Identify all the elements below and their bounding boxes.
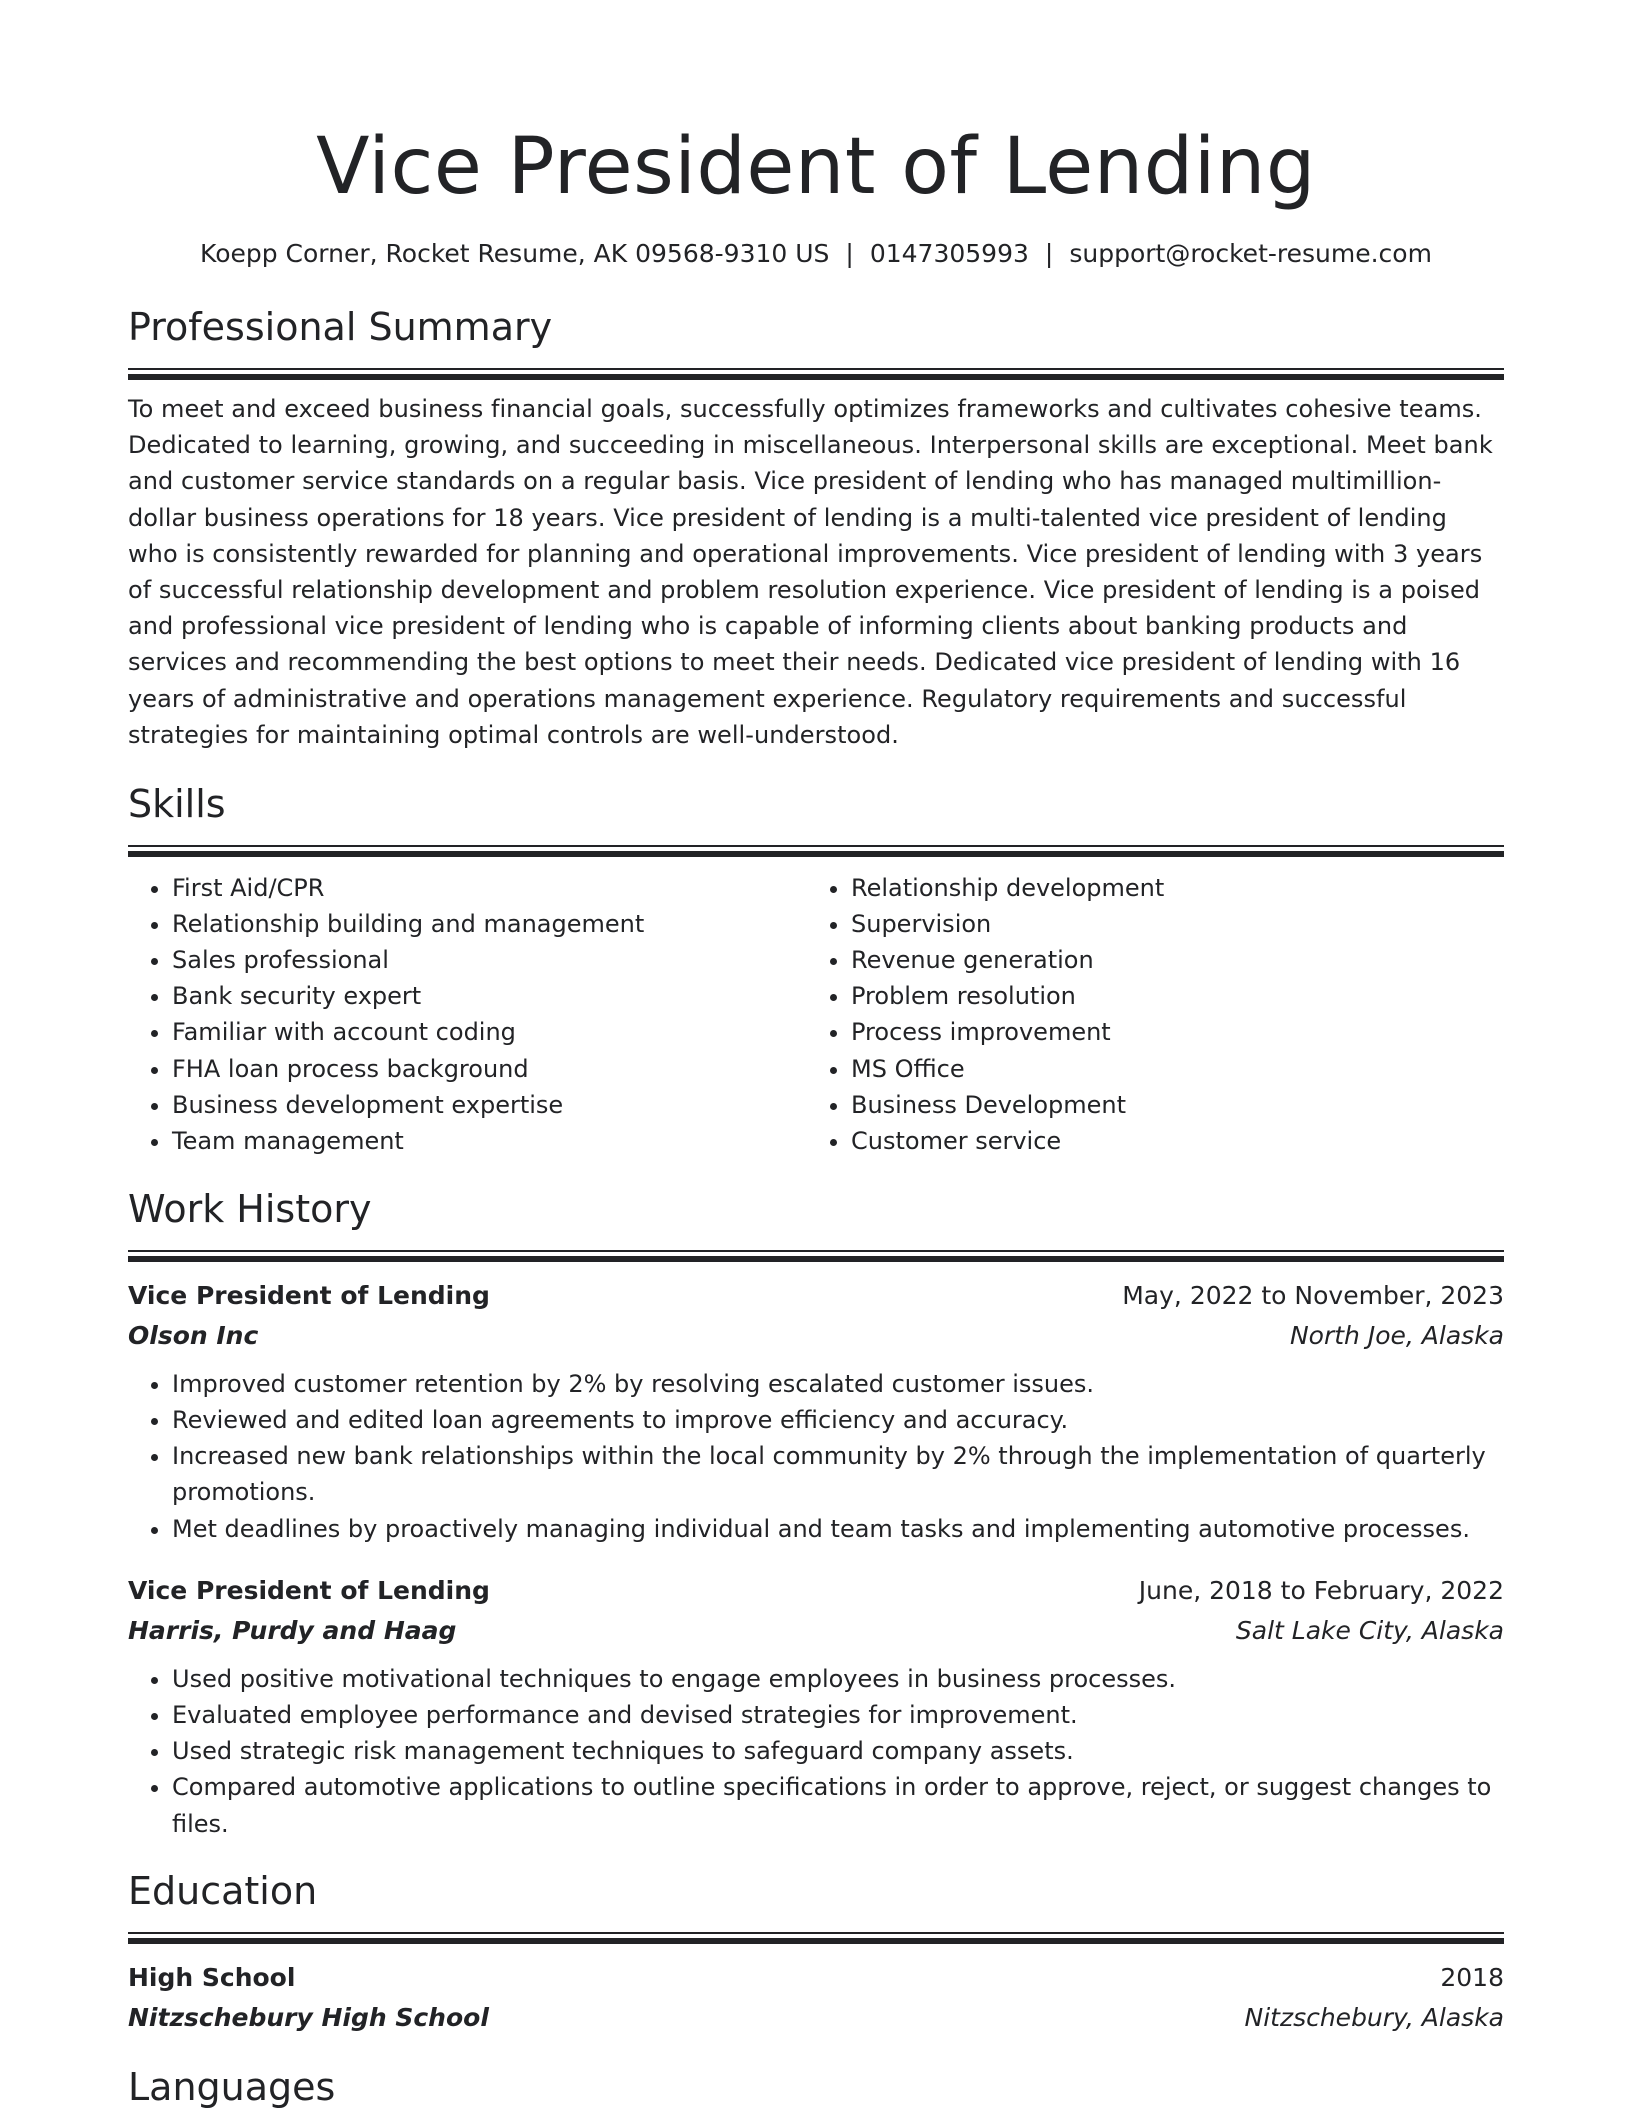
skill-item: • Bank security expert xyxy=(172,978,807,1014)
skill-item: • Relationship building and management xyxy=(172,906,807,942)
contact-email: support@rocket-resume.com xyxy=(1069,239,1432,268)
skill-item: • Sales professional xyxy=(172,942,807,978)
job-entry xyxy=(128,1276,1504,1547)
skill-item: • Familiar with account coding xyxy=(172,1014,807,1050)
job-entry xyxy=(128,1571,1504,1842)
skill-item: • Relationship development xyxy=(851,870,1486,906)
skill-item: • FHA loan process background xyxy=(172,1051,807,1087)
education-school: Nitzschebury High School xyxy=(128,2002,489,2032)
job-title: Vice President of Lending xyxy=(128,1575,490,1605)
work-section xyxy=(128,1184,1504,1842)
education-year: 2018 xyxy=(1440,1962,1504,1992)
education-heading: Education xyxy=(128,1868,318,1913)
section-divider xyxy=(128,1932,1504,1944)
contact-separator: | xyxy=(1044,239,1054,268)
summary-section xyxy=(128,302,1504,753)
job-bullet: • Used positive motivational techniques to engage employees in business processes. xyxy=(172,1661,1504,1697)
section-divider xyxy=(128,368,1504,380)
skills-left-list xyxy=(128,870,807,1159)
skill-item: • First Aid/CPR xyxy=(172,870,807,906)
job-bullet: • Compared automotive applications to outline specifications in order to approve, reject, or suggest changes to files. xyxy=(172,1769,1504,1841)
education-section xyxy=(128,1866,1504,2038)
summary-text: To meet and exceed business financial goals, successfully optimizes frameworks and cultivates cohesive teams. Dedicated to learning, growing, and succeeding in miscellaneous. Interpersonal skills are exceptional. Meet bank and customer service standards on a regular basis. Vice president of lending who has managed multimillion-dollar business operations for 18 years. Vice president of lending is a multi-talented vice president of lending who is consistently rewarded for planning and operational improvements. Vice president of lending with 3 years of successful relationship development and problem resolution experience. Vice president of lending is a poised and professional vice president of lending who is capable of informing clients about banking products and services and recommending the best options to meet their needs. Dedicated vice president of lending with 16 years of administrative and operations management experience. Regulatory requirements and successful strategies for maintaining optimal controls are well-understood. xyxy=(128,395,1493,749)
skill-item: • Team management xyxy=(172,1123,807,1159)
section-divider xyxy=(128,845,1504,857)
skill-item: • Supervision xyxy=(851,906,1486,942)
education-subheader xyxy=(128,1998,1504,2038)
languages-section xyxy=(128,2062,1504,2112)
job-company: Harris, Purdy and Haag xyxy=(128,1615,457,1645)
section-divider xyxy=(128,1250,1504,1262)
skill-item: • Problem resolution xyxy=(851,978,1486,1014)
skills-columns xyxy=(128,870,1504,1159)
skill-item: • Business Development xyxy=(851,1087,1486,1123)
education-degree: High School xyxy=(128,1962,296,1992)
job-dates: June, 2018 to February, 2022 xyxy=(1138,1575,1504,1605)
contact-address: Koepp Corner, Rocket Resume, AK 09568-9310 US xyxy=(200,239,830,268)
skill-item: • Business development expertise xyxy=(172,1087,807,1123)
job-location: Salt Lake City, Alaska xyxy=(1235,1615,1504,1645)
skills-heading: Skills xyxy=(128,782,226,827)
resume-page xyxy=(128,0,1504,2112)
job-bullet: • Increased new bank relationships within the local community by 2% through the implementation of quarterly promotions. xyxy=(172,1438,1504,1510)
job-subheader xyxy=(128,1611,1504,1651)
skill-item: • Revenue generation xyxy=(851,942,1486,978)
job-bullets xyxy=(128,1661,1504,1842)
work-heading: Work History xyxy=(128,1186,372,1231)
contact-separator: | xyxy=(845,239,854,268)
education-entry xyxy=(128,1958,1504,2038)
languages-heading: Languages xyxy=(128,2064,336,2109)
job-bullet: • Used strategic risk management techniques to safeguard company assets. xyxy=(172,1733,1504,1769)
contact-phone: 0147305993 xyxy=(869,239,1029,268)
job-header xyxy=(128,1276,1504,1316)
job-bullets xyxy=(128,1366,1504,1547)
job-bullet: • Met deadlines by proactively managing individual and team tasks and implementing automotive processes. xyxy=(172,1511,1504,1547)
job-bullet: • Evaluated employee performance and devised strategies for improvement. xyxy=(172,1697,1504,1733)
skills-right-list xyxy=(807,870,1486,1159)
job-subheader xyxy=(128,1316,1504,1356)
resume-name: Vice President of Lending xyxy=(316,122,1316,212)
job-bullet: • Reviewed and edited loan agreements to improve efficiency and accuracy. xyxy=(172,1402,1504,1438)
education-header xyxy=(128,1958,1504,1998)
skill-item: • Process improvement xyxy=(851,1014,1486,1050)
job-header xyxy=(128,1571,1504,1611)
education-location: Nitzschebury, Alaska xyxy=(1244,2002,1504,2032)
job-bullet: • Improved customer retention by 2% by resolving escalated customer issues. xyxy=(172,1366,1504,1402)
skills-section xyxy=(128,779,1504,1159)
skill-item: • Customer service xyxy=(851,1123,1486,1159)
job-dates: May, 2022 to November, 2023 xyxy=(1122,1280,1504,1310)
contact-line xyxy=(128,236,1504,272)
job-title: Vice President of Lending xyxy=(128,1280,490,1310)
job-company: Olson Inc xyxy=(128,1320,259,1350)
summary-heading: Professional Summary xyxy=(128,305,553,349)
job-location: North Joe, Alaska xyxy=(1289,1320,1504,1350)
skill-item: • MS Office xyxy=(851,1051,1486,1087)
